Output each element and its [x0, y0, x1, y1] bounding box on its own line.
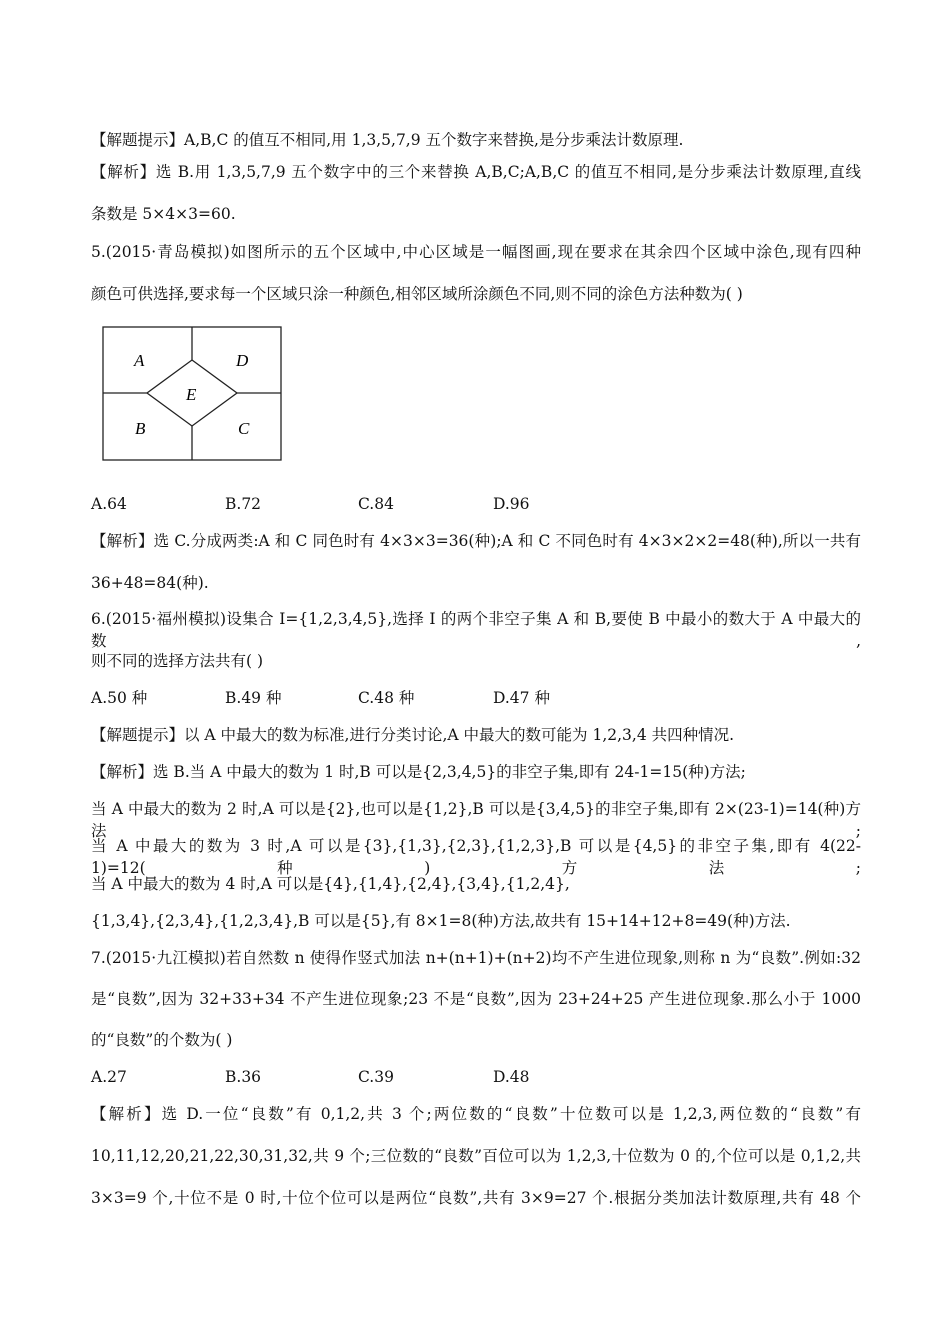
region-diagram: [100, 322, 285, 464]
label-d: D: [236, 351, 249, 370]
q5-option-d: D.96: [493, 495, 530, 513]
label-c: C: [238, 419, 250, 438]
solution-5-line-2: 36+48=84(种).: [91, 574, 209, 592]
line-hint-prev: 【解题提示】A,B,C 的值互不相同,用 1,3,5,7,9 五个数字来替换,是分步乘法计数原理.: [91, 131, 684, 149]
q5-option-c: C.84: [358, 495, 394, 513]
solution-6-line-4: 当 A 中最大的数为 4 时,A 可以是{4},{1,4},{2,4},{3,4},{1,2,4},: [91, 875, 570, 893]
question-7-line-3: 的“良数”的个数为( ): [91, 1031, 233, 1049]
q7-option-d: D.48: [493, 1068, 530, 1086]
solution-6-line-1: 【解析】选 B.当 A 中最大的数为 1 时,B 可以是{2,3,4,5}的非空子集,即有 24-1=15(种)方法;: [91, 763, 746, 781]
question-7-line-1: 7.(2015·九江模拟)若自然数 n 使得作竖式加法 n+(n+1)+(n+2)均不产生进位现象,则称 n 为“良数”.例如:32: [91, 949, 861, 967]
label-a: A: [134, 351, 145, 370]
solution-6-line-2: 当 A 中最大的数为 2 时,A 可以是{2},也可以是{1,2},B 可以是{3,4,5}的非空子集,即有 2×(23-1)=14(种)方法;: [91, 800, 861, 840]
line-solution-prev: 【解析】选 B.用 1,3,5,7,9 五个数字中的三个来替换 A,B,C;A,B,C 的值互不相同,是分步乘法计数原理,直线: [91, 163, 861, 181]
label-b: B: [135, 419, 146, 438]
q7-option-c: C.39: [358, 1068, 394, 1086]
solution-7-line-2: 10,11,12,20,21,22,30,31,32,共 9 个;三位数的“良数”百位可以为 1,2,3,十位数为 0 的,个位可以是 0,1,2,共: [91, 1147, 861, 1165]
solution-6-line-5: {1,3,4},{2,3,4},{1,2,3,4},B 可以是{5},有 8×1=8(种)方法,故共有 15+14+12+8=49(种)方法.: [91, 912, 791, 930]
q7-option-b: B.36: [225, 1068, 262, 1086]
question-5-line-1: 5.(2015·青岛模拟)如图所示的五个区域中,中心区域是一幅图画,现在要求在其余四个区域中涂色,现有四种: [91, 243, 861, 261]
label-e: E: [186, 385, 197, 404]
question-6-line-1: 6.(2015·福州模拟)设集合 I={1,2,3,4,5},选择 I 的两个非空子集 A 和 B,要使 B 中最小的数大于 A 中最大的数,: [91, 610, 861, 650]
solution-7-line-3: 3×3=9 个,十位不是 0 时,十位个位可以是两位“良数”,共有 3×9=27 个.根据分类加法计数原理,共有 48 个: [91, 1189, 861, 1207]
q6-option-d: D.47 种: [493, 689, 550, 707]
line-solution-prev-end: 条数是 5×4×3=60.: [91, 205, 236, 223]
question-5-line-2: 颜色可供选择,要求每一个区域只涂一种颜色,相邻区域所涂颜色不同,则不同的涂色方法种数为( ): [91, 285, 743, 303]
question-7-line-2: 是“良数”,因为 32+33+34 不产生进位现象;23 不是“良数”,因为 23+24+25 产生进位现象.那么小于 1000: [91, 990, 861, 1008]
q5-option-a: A.64: [91, 495, 127, 513]
q6-option-a: A.50 种: [91, 689, 148, 707]
question-6-line-2: 则不同的选择方法共有( ): [91, 652, 264, 670]
q5-option-b: B.72: [225, 495, 262, 513]
q6-option-b: B.49 种: [225, 689, 282, 707]
solution-7-line-1: 【解析】选 D.一位“良数”有 0,1,2,共 3 个;两位数的“良数”十位数可以是 1,2,3,两位数的“良数”有: [91, 1105, 861, 1123]
q6-option-c: C.48 种: [358, 689, 415, 707]
solution-6-line-3: 当 A 中最大的数为 3 时,A 可以是{3},{1,3},{2,3},{1,2,3},B 可以是{4,5}的非空子集,即有 4(22-1)=12(种)方法;: [91, 837, 861, 877]
q7-option-a: A.27: [91, 1068, 127, 1086]
solution-5-line-1: 【解析】选 C.分成两类:A 和 C 同色时有 4×3×3=36(种);A 和 C 不同色时有 4×3×2×2=48(种),所以一共有: [91, 532, 861, 550]
hint-6: 【解题提示】以 A 中最大的数为标准,进行分类讨论,A 中最大的数可能为 1,2,3,4 共四种情况.: [91, 726, 735, 744]
